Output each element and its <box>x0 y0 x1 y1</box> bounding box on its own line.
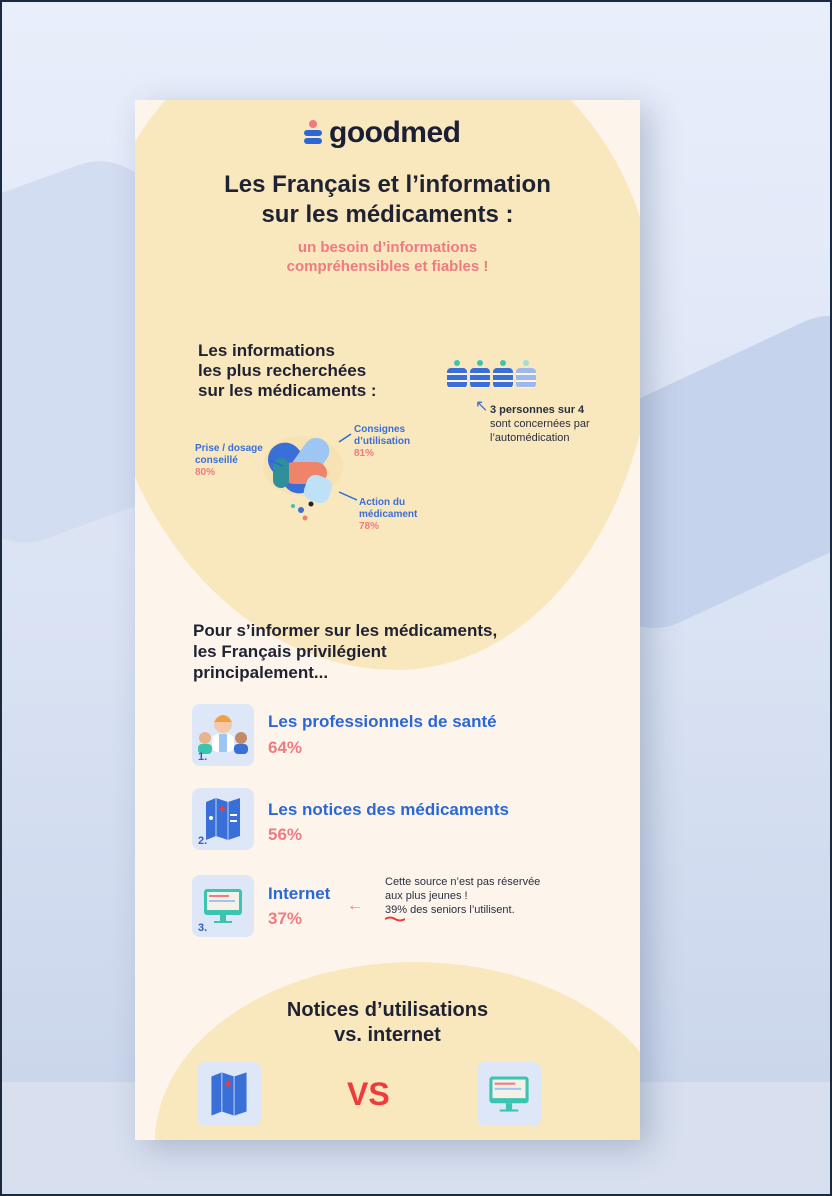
arrow-left-icon: ← <box>347 897 363 914</box>
people-pictogram <box>447 360 536 390</box>
automedication-stat <box>490 403 630 445</box>
sources-heading-line-3: principalement... <box>193 663 329 682</box>
seniors-note <box>385 875 585 917</box>
vs-label: VS <box>347 1076 390 1112</box>
info-percent: 78% <box>359 521 380 532</box>
goodmed-logo-icon <box>303 119 323 147</box>
source-rank: 3. <box>198 922 208 934</box>
source-icon-box <box>192 788 254 850</box>
person-icon <box>470 360 490 390</box>
underline-squiggle <box>385 916 405 922</box>
source-icon-box <box>192 704 254 766</box>
info-item-action <box>359 497 449 532</box>
compare-leaflet-box <box>197 1062 261 1126</box>
info-percent: 81% <box>354 448 375 459</box>
title-line-1: Les Français et l’information <box>224 171 551 198</box>
note-line-2: aux plus jeunes ! <box>385 890 468 902</box>
person-icon-faded <box>516 360 536 390</box>
info-label-line-1: Consignes <box>354 424 406 435</box>
stat-bold: 3 personnes sur 4 <box>490 404 585 416</box>
page-title <box>135 170 640 230</box>
page-subtitle <box>135 238 640 276</box>
source-percent: 56% <box>268 825 303 844</box>
note-line-1: Cette source n’est pas réservée <box>385 876 541 888</box>
info-label-line-1: Prise / dosage <box>195 443 263 454</box>
sources-heading-line-1: Pour s’informer sur les médicaments, <box>193 621 498 640</box>
info-label-line-2: d’utilisation <box>354 436 411 447</box>
brand-name: goodmed <box>329 116 461 149</box>
note-line-3: 39% des seniors l’utilisent. <box>385 904 515 916</box>
searched-info-heading <box>198 341 438 401</box>
info-label-line-2: conseillé <box>195 455 238 466</box>
info-label-line-1: Action du <box>359 497 406 508</box>
source-percent: 64% <box>268 738 303 757</box>
sources-heading <box>193 620 573 683</box>
source-label: Les notices des médicaments <box>268 800 509 819</box>
person-icon <box>493 360 513 390</box>
info-percent: 80% <box>195 467 216 478</box>
searched-heading-line-1: Les informations <box>198 341 335 360</box>
searched-heading-line-2: les plus recherchées <box>198 361 367 380</box>
person-icon <box>447 360 467 390</box>
arrow-up-icon: ↖ <box>475 398 489 415</box>
stat-line-2: sont concernées par <box>490 418 590 430</box>
info-item-dosage <box>195 443 275 478</box>
searched-heading-line-3: sur les médicaments : <box>198 381 377 400</box>
source-rank: 1. <box>198 751 208 763</box>
compare-heading-line-2: vs. internet <box>334 1024 441 1046</box>
info-item-usage <box>354 424 434 459</box>
stat-line-3: l’automédication <box>490 432 570 444</box>
title-line-2: sur les médicaments : <box>261 201 514 228</box>
subtitle-line-1: un besoin d’informations <box>297 239 478 256</box>
source-rank: 2. <box>198 835 208 847</box>
computer-icon <box>477 1062 541 1126</box>
leaflet-icon <box>197 1062 261 1126</box>
brand-logo <box>303 116 461 150</box>
info-label-line-2: médicament <box>359 509 418 520</box>
compare-computer-box <box>477 1062 541 1126</box>
subtitle-line-2: compréhensibles et fiables ! <box>286 258 489 275</box>
source-percent: 37% <box>268 909 303 928</box>
compare-heading <box>135 998 640 1048</box>
source-label: Internet <box>268 884 331 903</box>
source-label: Les professionnels de santé <box>268 712 497 731</box>
source-icon-box <box>192 875 254 937</box>
sources-heading-line-2: les Français privilégient <box>193 642 387 661</box>
infographic-poster <box>135 100 640 1140</box>
compare-heading-line-1: Notices d’utilisations <box>286 999 489 1021</box>
